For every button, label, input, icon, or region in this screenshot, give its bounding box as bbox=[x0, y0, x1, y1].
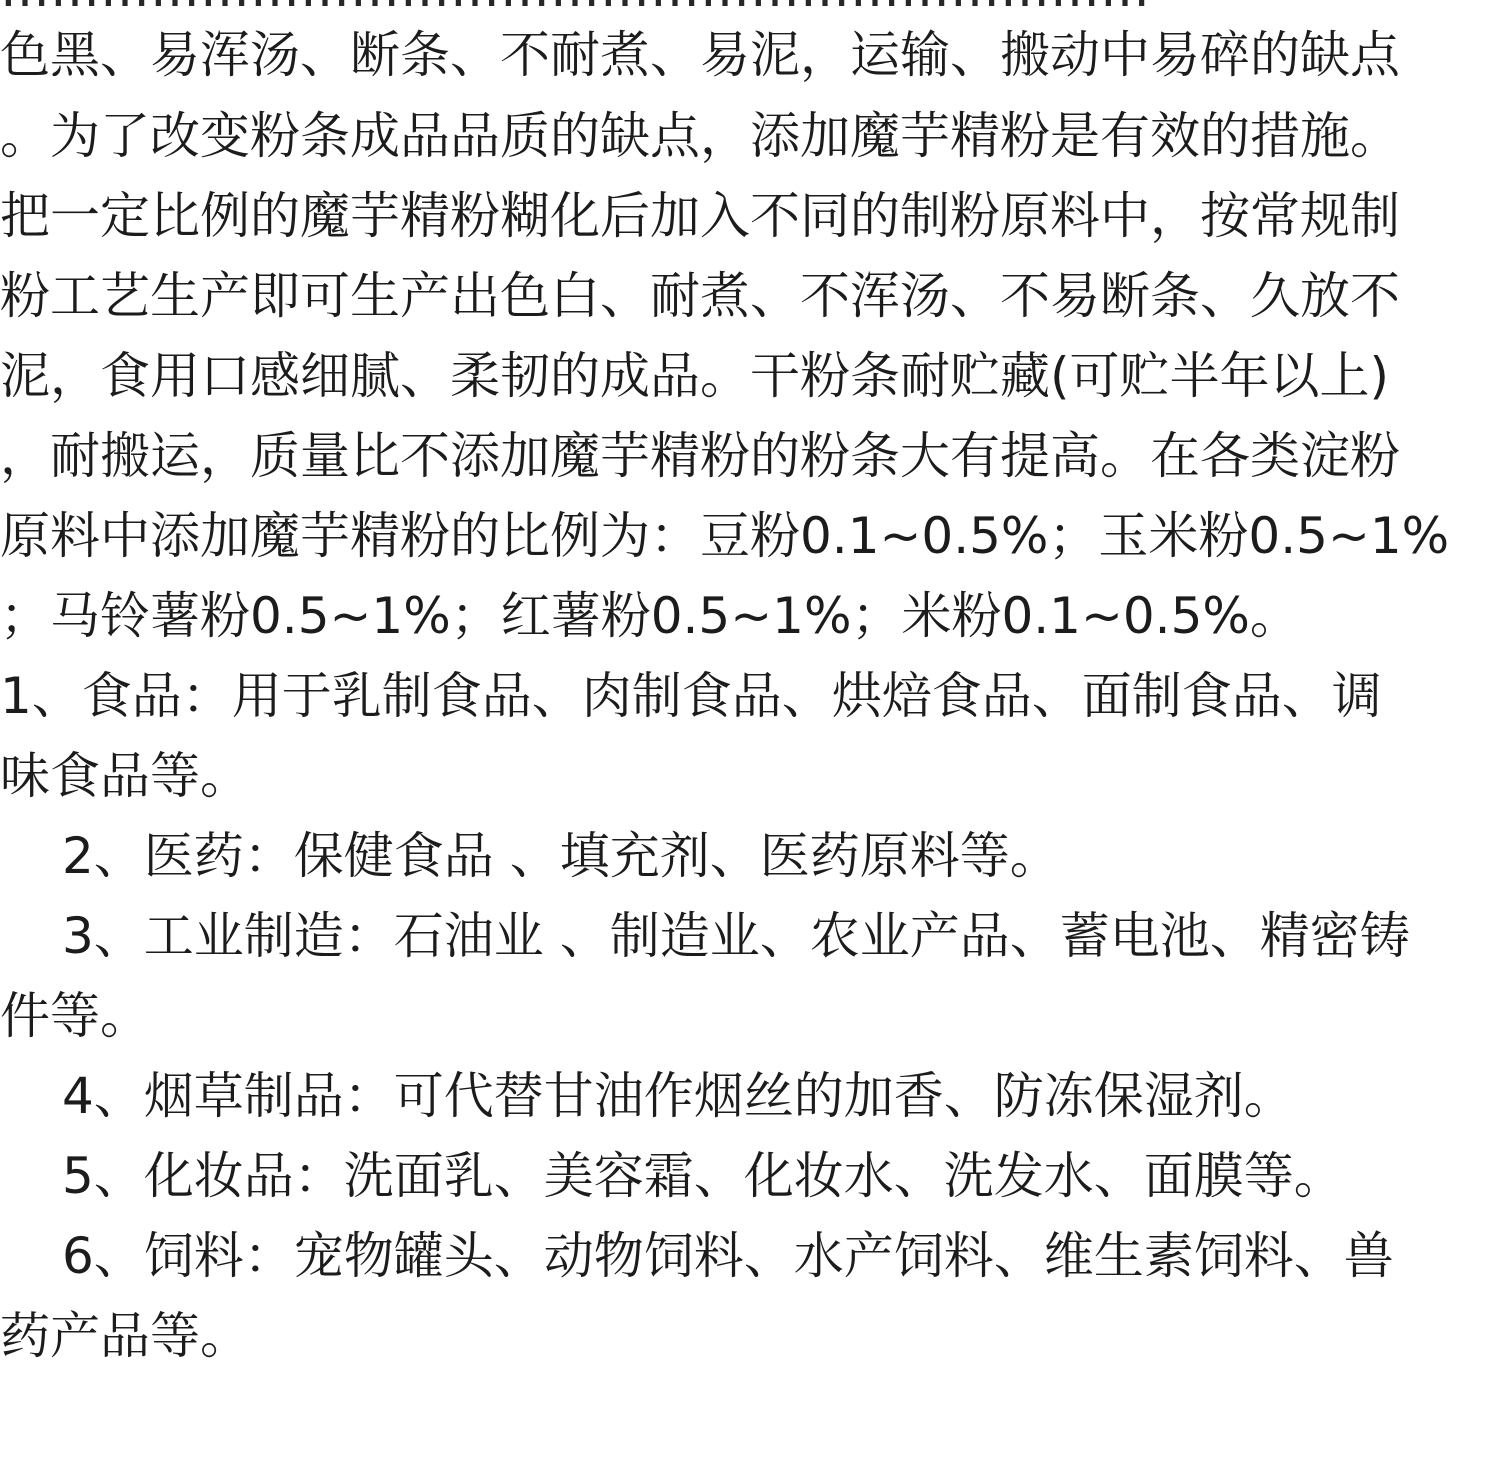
paragraph-line: ；马铃薯粉0.5~1%；红薯粉0.5~1%；米粉0.1~0.5%。 bbox=[0, 587, 1300, 645]
cut-off-text-line bbox=[0, 0, 1150, 14]
list-item-feed-continued: 药产品等。 bbox=[0, 1307, 250, 1365]
list-item-feed: 6、饲料：宠物罐头、动物饲料、水产饲料、维生素饲料、兽 bbox=[62, 1227, 1394, 1285]
list-item-cosmetics: 5、化妆品：洗面乳、美容霜、化妆水、洗发水、面膜等。 bbox=[62, 1147, 1344, 1205]
paragraph-line: 粉工艺生产即可生产出色白、耐煮、不浑汤、不易断条、久放不 bbox=[0, 267, 1400, 325]
list-item-food: 1、食品：用于乳制食品、肉制食品、烘焙食品、面制食品、调 bbox=[0, 667, 1382, 725]
paragraph-line: 原料中添加魔芋精粉的比例为：豆粉0.1~0.5%；玉米粉0.5~1% bbox=[0, 507, 1450, 565]
paragraph-line: ，耐搬运，质量比不添加魔芋精粉的粉条大有提高。在各类淀粉 bbox=[0, 427, 1400, 485]
list-item-industry: 3、工业制造：石油业 、制造业、农业产品、蓄电池、精密铸 bbox=[62, 907, 1410, 965]
paragraph-line: 色黑、易浑汤、断条、不耐煮、易泥，运输、搬动中易碎的缺点 bbox=[0, 26, 1400, 84]
list-item-industry-continued: 件等。 bbox=[0, 987, 150, 1045]
paragraph-line: 泥，食用口感细腻、柔韧的成品。干粉条耐贮藏(可贮半年以上) bbox=[0, 347, 1390, 405]
list-item-tobacco: 4、烟草制品：可代替甘油作烟丝的加香、防冻保湿剂。 bbox=[62, 1067, 1294, 1125]
list-item-food-continued: 味食品等。 bbox=[0, 747, 250, 805]
paragraph-line: 把一定比例的魔芋精粉糊化后加入不同的制粉原料中，按常规制 bbox=[0, 187, 1400, 245]
list-item-medicine: 2、医药：保健食品 、填充剂、医药原料等。 bbox=[62, 827, 1060, 885]
paragraph-line: 。为了改变粉条成品品质的缺点，添加魔芋精粉是有效的措施。 bbox=[0, 107, 1400, 165]
